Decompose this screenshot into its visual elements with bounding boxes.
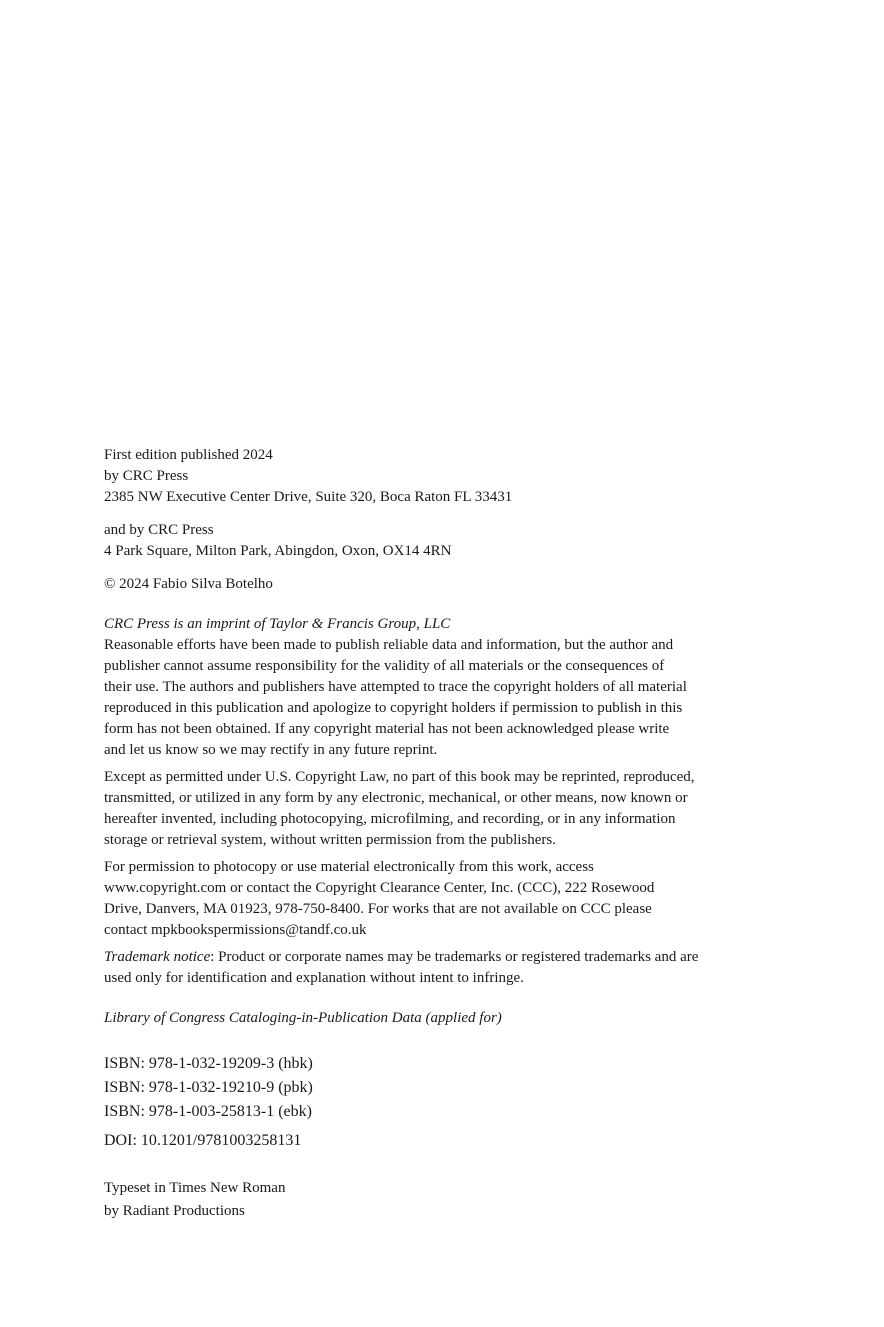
typeset-by-line: by Radiant Productions (104, 1203, 245, 1219)
copyright-page (104, 445, 784, 1223)
copyright-notice (104, 574, 784, 595)
copyright-line: © 2024 Fabio Silva Botelho (104, 576, 273, 592)
imprint-notice (104, 614, 784, 635)
isbn-pbk: ISBN: 978-1-032-19210-9 (pbk) (104, 1079, 313, 1096)
copyright-law-paragraph (104, 767, 784, 851)
trademark-paragraph (104, 947, 784, 989)
doi-block (104, 1129, 784, 1153)
publisher-address-uk (104, 520, 784, 562)
typeset-block (104, 1177, 784, 1223)
trademark-line (104, 947, 784, 968)
disclaimer-line: form has not been obtained. If any copyright material has not been acknowledged please write (104, 721, 670, 737)
disclaimer-paragraph (104, 635, 784, 761)
disclaimer-line: reproduced in this publication and apologize to copyright holders if permission to publish in this (104, 700, 683, 716)
publisher-address-us (104, 445, 784, 508)
edition-line: First edition published 2024 (104, 447, 273, 463)
copyright-law-line: transmitted, or utilized in any form by any electronic, mechanical, or other means, now known or (104, 790, 688, 806)
typeset-line: Typeset in Times New Roman (104, 1180, 286, 1196)
copyright-law-line: Except as permitted under U.S. Copyright Law, no part of this book may be reprinted, reproduced, (104, 769, 695, 785)
disclaimer-line: Reasonable efforts have been made to publish reliable data and information, but the author and (104, 637, 674, 653)
isbn-ebk: ISBN: 978-1-003-25813-1 (ebk) (104, 1103, 312, 1120)
imprint-line: CRC Press is an imprint of Taylor & Francis Group, LLC (104, 616, 451, 632)
trademark-text: : Product or corporate names may be trademarks or registered trademarks and are (210, 949, 699, 965)
publisher-line: by CRC Press (104, 468, 189, 484)
permission-line: Drive, Danvers, MA 01923, 978-750-8400. For works that are not available on CCC please (104, 901, 652, 917)
disclaimer-line: publisher cannot assume responsibility for the validity of all materials or the consequences of (104, 658, 665, 674)
permission-paragraph (104, 857, 784, 941)
trademark-label: Trademark notice (104, 949, 211, 965)
isbn-hbk: ISBN: 978-1-032-19209-3 (hbk) (104, 1055, 313, 1072)
address-line: 2385 NW Executive Center Drive, Suite 320, Boca Raton FL 33431 (104, 489, 513, 505)
isbn-list (104, 1052, 784, 1124)
loc-notice (104, 1008, 784, 1029)
loc-line: Library of Congress Cataloging-in-Publication Data (applied for) (104, 1010, 502, 1026)
disclaimer-line: and let us know so we may rectify in any future reprint. (104, 742, 438, 758)
trademark-line-2: used only for identification and explanation without intent to infringe. (104, 970, 524, 986)
doi-line: DOI: 10.1201/9781003258131 (104, 1132, 302, 1149)
permission-line: www.copyright.com or contact the Copyright Clearance Center, Inc. (CCC), 222 Rosewood (104, 880, 655, 896)
disclaimer-line: their use. The authors and publishers have attempted to trace the copyright holders of all material (104, 679, 687, 695)
permission-line: For permission to photocopy or use material electronically from this work, access (104, 859, 594, 875)
copyright-law-line: hereafter invented, including photocopying, microfilming, and recording, or in any information (104, 811, 676, 827)
copyright-law-line: storage or retrieval system, without written permission from the publishers. (104, 832, 556, 848)
permission-line: contact mpkbookspermissions@tandf.co.uk (104, 922, 367, 938)
address-line-uk: 4 Park Square, Milton Park, Abingdon, Oxon, OX14 4RN (104, 543, 452, 559)
publisher-line-uk: and by CRC Press (104, 522, 214, 538)
